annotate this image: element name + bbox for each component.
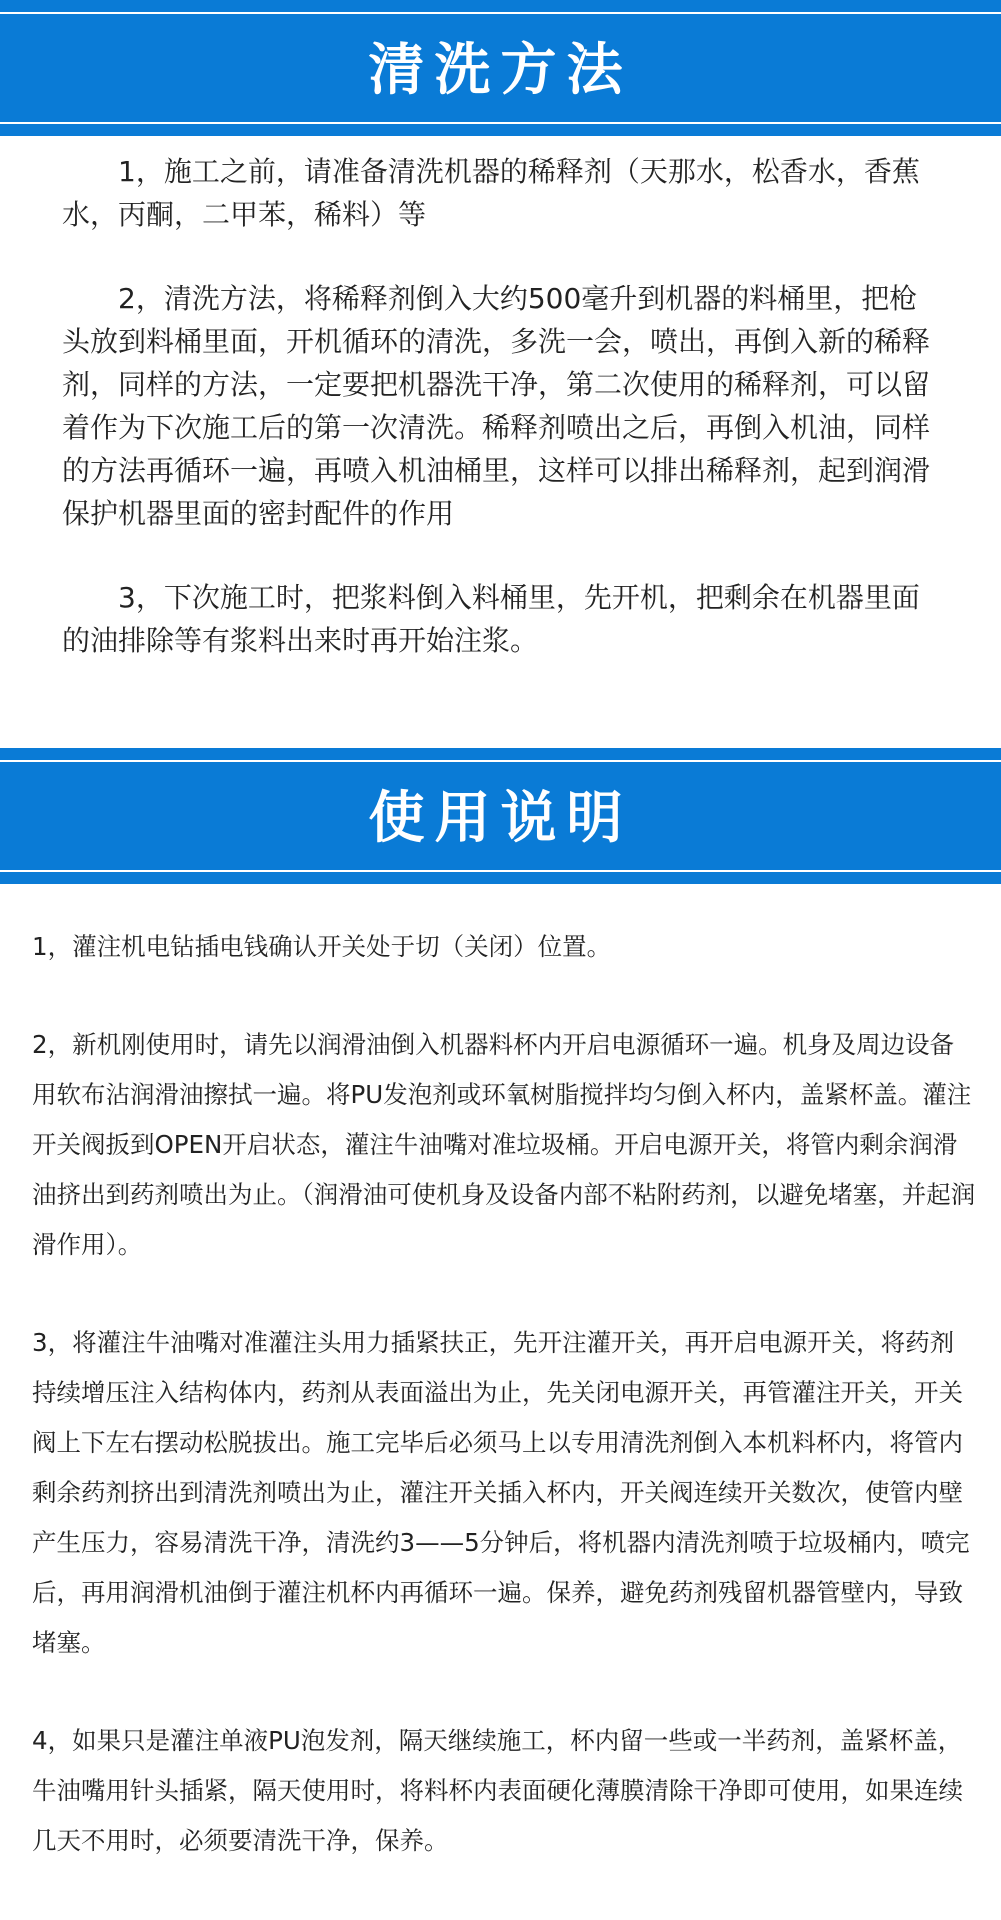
header-rule-top [0, 12, 1001, 14]
usage-instructions-body [32, 922, 977, 1914]
section-header-usage [0, 748, 1001, 884]
section-header-cleaning [0, 0, 1001, 136]
cleaning-step-1: 1，施工之前，请准备清洗机器的稀释剂（天那水，松香水，香蕉水，丙酮，二甲苯，稀料）等 [62, 155, 920, 231]
cleaning-step-3: 3，下次施工时，把浆料倒入料桶里，先开机，把剩余在机器里面的油排除等有浆料出来时再开始注浆。 [62, 581, 920, 657]
cleaning-step-2: 2，清洗方法，将稀释剂倒入大约500毫升到机器的料桶里，把枪头放到料桶里面，开机循环的清洗，多洗一会，喷出，再倒入新的稀释剂，同样的方法，一定要把机器洗干净，第二次使用的稀释剂，可以留着作为下次施工后的第一次清洗。稀释剂喷出之后，再倒入机油，同样的方法再循环一遍，再喷入机油桶里，这样可以排出稀释剂，起到润滑保护机器里面的密封配件的作用 [62, 282, 931, 530]
usage-step-1: 1，灌注机电钻插电钱确认开关处于切（关闭）位置。 [32, 932, 612, 961]
header-rule-bottom [0, 122, 1001, 124]
cleaning-method-body [62, 150, 942, 703]
section-title-usage: 使用说明 [368, 786, 633, 851]
header-rule-top [0, 760, 1001, 762]
usage-step-2: 2，新机刚使用时，请先以润滑油倒入机器料杯内开启电源循环一遍。机身及周边设备用软布沾润滑油擦拭一遍。将PU发泡剂或环氧树脂搅拌均匀倒入杯内，盖紧杯盖。灌注开关阀扳到OPEN开启状态，灌注牛油嘴对准垃圾桶。开启电源开关，将管内剩余润滑油挤出到药剂喷出为止。（润滑油可使机身及设备内部不粘附药剂，以避免堵塞，并起润滑作用）。 [32, 1030, 976, 1259]
header-rule-bottom [0, 870, 1001, 872]
usage-step-3: 3，将灌注牛油嘴对准灌注头用力插紧扶正，先开注灌开关，再开启电源开关，将药剂持续增压注入结构体内，药剂从表面溢出为止，先关闭电源开关，再管灌注开关，开关阀上下左右摆动松脱拔出。施工完毕后必须马上以专用清洗剂倒入本机料杯内，将管内剩余药剂挤出到清洗剂喷出为止，灌注开关插入杯内，开关阀连续开关数次，使管内壁产生压力，容易清洗干净，清洗约3——5分钟后，将机器内清洗剂喷于垃圾桶内，喷完后，再用润滑机油倒于灌注机杯内再循环一遍。保养，避免药剂残留机器管壁内，导致堵塞。 [32, 1328, 970, 1657]
section-title-cleaning: 清洗方法 [368, 38, 633, 103]
usage-step-4: 4，如果只是灌注单液PU泡发剂，隔天继续施工，杯内留一些或一半药剂，盖紧杯盖，牛油嘴用针头插紧，隔天使用时，将料杯内表面硬化薄膜清除干净即可使用，如果连续几天不用时，必须要清洗干净，保养。 [32, 1726, 963, 1855]
